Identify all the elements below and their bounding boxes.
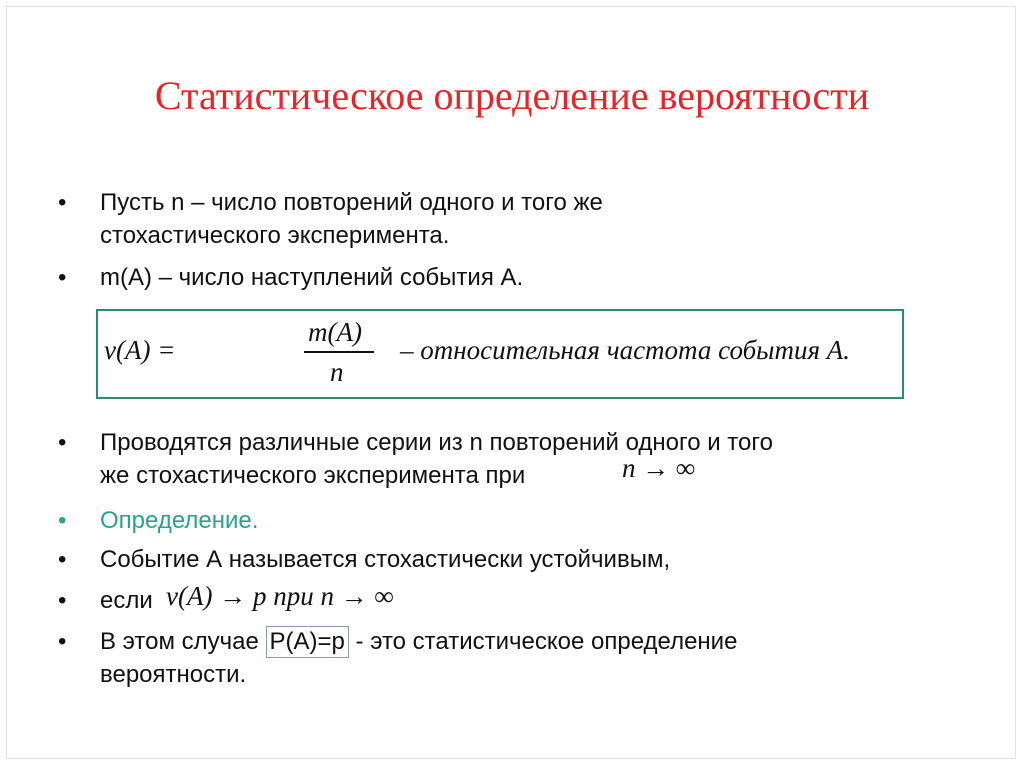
formula-denominator: n	[330, 357, 344, 387]
bullet-1-line-1: Пусть n – число повторений одного и того же	[100, 189, 603, 216]
definition-heading: Определение.	[100, 507, 259, 534]
fraction-bar	[304, 351, 374, 353]
bullet-6-prefix: если	[100, 587, 153, 614]
bullet-marker: •	[58, 264, 67, 291]
bullet-7-suffix: - это статистическое определение	[348, 628, 738, 655]
relative-frequency-formula-box	[96, 309, 904, 399]
bullet-3-line-2: же стохастического эксперимента при	[100, 462, 526, 489]
bullet-7-line-1	[100, 625, 737, 658]
formula-numerator: m(A)	[308, 317, 362, 347]
bullet-marker: •	[58, 628, 67, 655]
bullet-marker: •	[58, 587, 67, 614]
bullet-marker: •	[58, 189, 67, 216]
bullet-7-prefix: В этом случае	[100, 628, 266, 655]
bullet-3-line-1: Проводятся различные серии из n повторений одного и того	[100, 429, 773, 456]
bullet-2-line-1: m(A) – число наступлений события А.	[100, 264, 524, 291]
bullet-6-math: ν(A) → p при n → ∞	[166, 581, 394, 611]
bullet-marker: •	[58, 507, 67, 534]
bullet-marker: •	[58, 546, 67, 573]
bullet-1-line-2: стохастического эксперимента.	[100, 222, 450, 249]
probability-boxed-expression: P(A)=p	[266, 626, 349, 658]
bullet-5-line-1: Событие А называется стохастически устойчивым,	[100, 546, 671, 573]
bullet-3-math: n → ∞	[622, 453, 696, 483]
slide-title: Статистическое определение вероятности	[154, 73, 870, 118]
formula-rhs: – относительная частота события A.	[400, 335, 850, 365]
bullet-marker: •	[58, 429, 67, 456]
formula-lhs: ν(A) =	[104, 335, 176, 365]
bullet-7-line-2: вероятности.	[100, 661, 247, 688]
